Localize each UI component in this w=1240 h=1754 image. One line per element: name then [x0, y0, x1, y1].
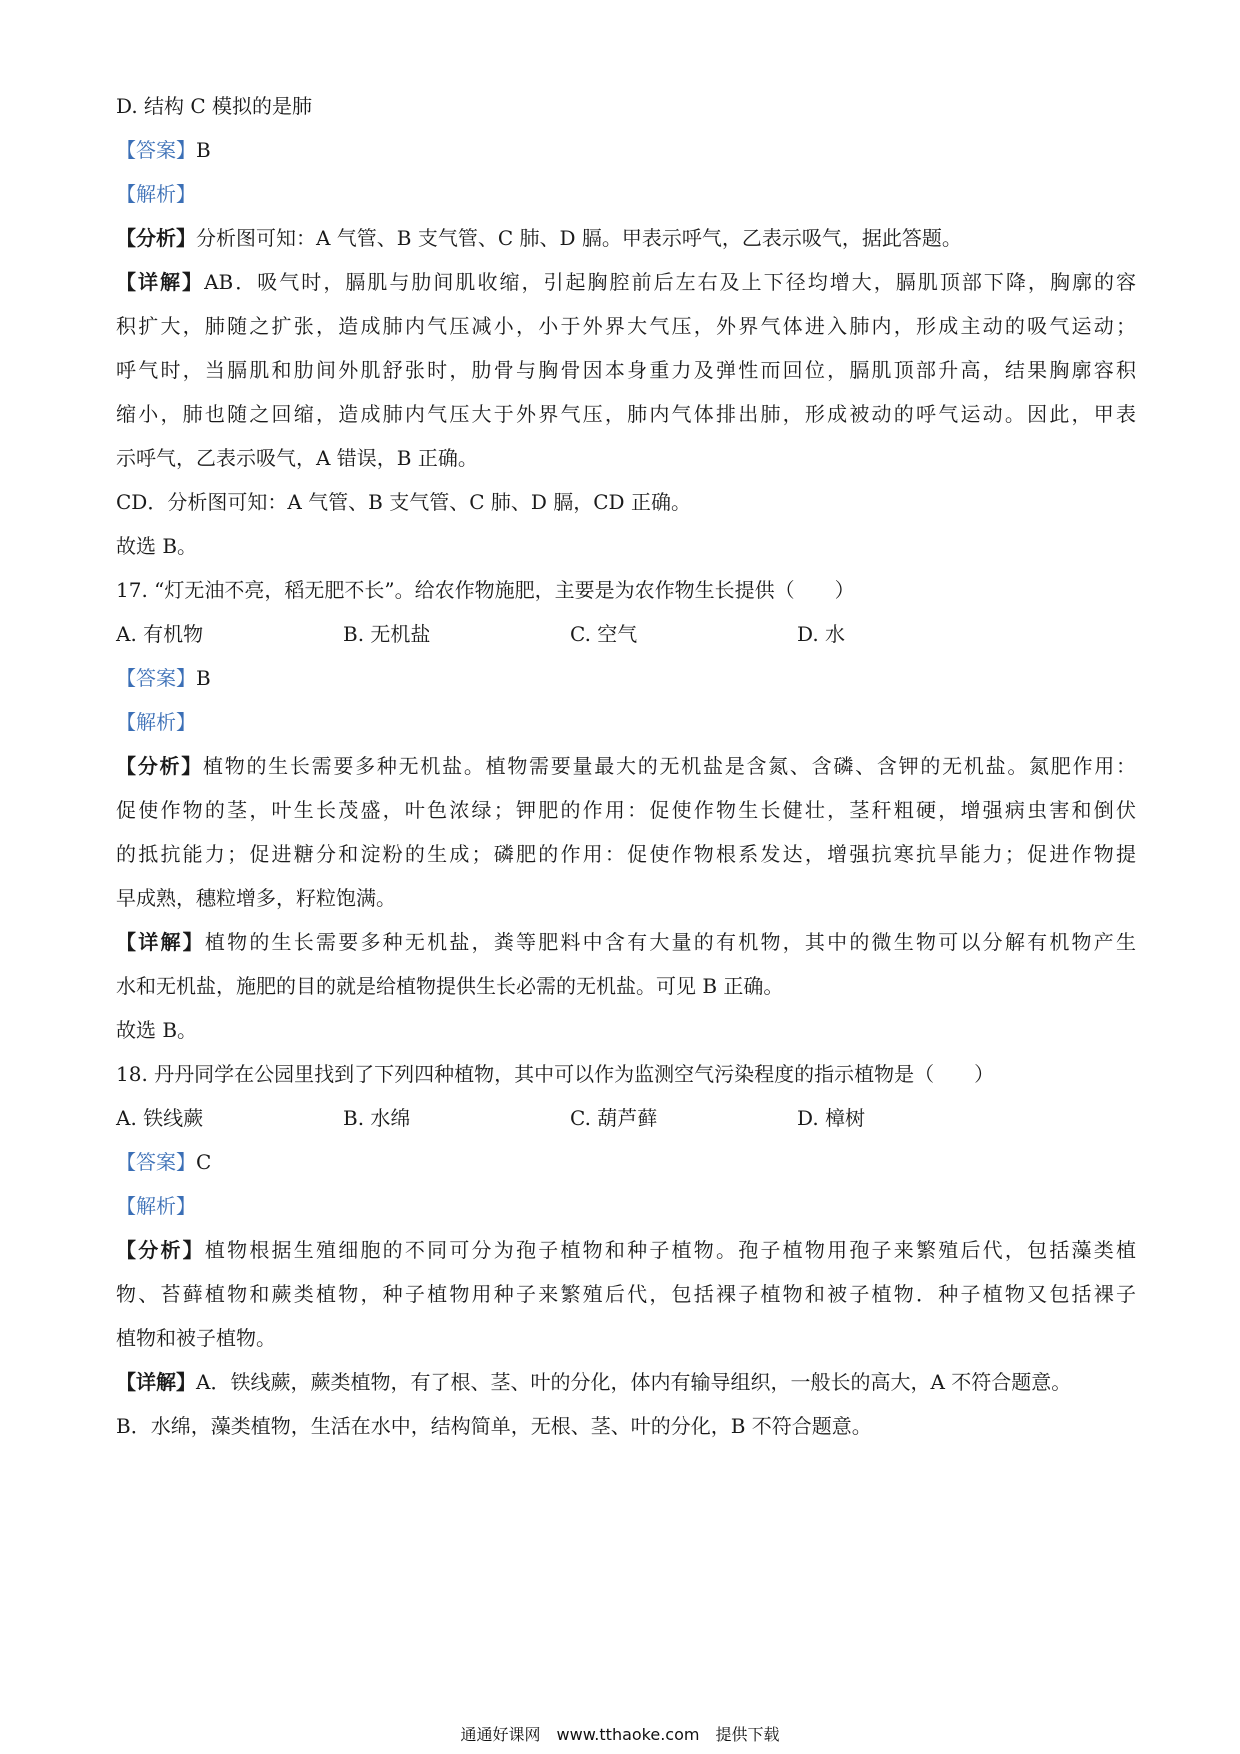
fenxi-tag: 【分析】 — [116, 754, 203, 778]
xiangjie-16-line-4: 缩小，肺也随之回缩，造成肺内气压大于外界气压，肺内气体排出肺，形成被动的呼气运动。因此，甲表 — [116, 402, 1136, 426]
answer-label: 【答案】 — [116, 138, 196, 162]
fenxi-18-line-1 — [116, 1236, 1136, 1264]
answer-value: C — [196, 1150, 212, 1174]
analysis-label: 【解析】 — [116, 182, 196, 206]
analysis-label: 【解析】 — [116, 710, 196, 734]
option-b: B. 无机盐 — [343, 622, 431, 646]
fenxi-tag: 【分析】 — [116, 1238, 205, 1262]
option-c: C. 空气 — [570, 622, 638, 646]
answer-18 — [116, 1148, 1136, 1176]
answer-value: B — [196, 666, 211, 690]
question-18: 18. 丹丹同学在公园里找到了下列四种植物，其中可以作为监测空气污染程度的指示植物是（ ） — [116, 1062, 995, 1086]
fenxi-18-line-2: 物、苔藓植物和蕨类植物，种子植物用种子来繁殖后代，包括裸子植物和被子植物．种子植物又包括裸子 — [116, 1282, 1136, 1306]
xiangjie-tag: 【详解】 — [116, 930, 205, 954]
conclusion-17: 故选 B。 — [116, 1018, 198, 1042]
fenxi-text: 分析图可知：A 气管、B 支气管、C 肺、D 膈。甲表示呼气，乙表示吸气，据此答题。 — [196, 226, 962, 250]
analysis-heading-18 — [116, 1192, 1136, 1220]
answer-17 — [116, 664, 1136, 692]
xiangjie-17-line-2: 水和无机盐，施肥的目的就是给植物提供生长必需的无机盐。可见 B 正确。 — [116, 974, 784, 998]
option-b: B. 水绵 — [343, 1106, 411, 1130]
fenxi-text: 植物根据生殖细胞的不同可分为孢子植物和种子植物。孢子植物用孢子来繁殖后代，包括藻类植 — [204, 1238, 1136, 1262]
fenxi-17-line-3: 的抵抗能力；促进糖分和淀粉的生成；磷肥的作用：促使作物根系发达，增强抗寒抗旱能力；促进作物提 — [116, 842, 1136, 866]
xiangjie-16-line-3: 呼气时，当膈肌和肋间外肌舒张时，肋骨与胸骨因本身重力及弹性而回位，膈肌顶部升高，结果胸廓容积 — [116, 358, 1136, 382]
xiangjie-18-line-1 — [116, 1368, 1136, 1396]
fenxi-17-line-1 — [116, 752, 1136, 780]
analysis-heading-16 — [116, 180, 1136, 208]
fenxi-text: 植物的生长需要多种无机盐。植物需要量最大的无机盐是含氮、含磷、含钾的无机盐。氮肥作用： — [202, 754, 1136, 778]
option-d-line: D. 结构 C 模拟的是肺 — [116, 94, 313, 118]
conclusion-16: 故选 B。 — [116, 534, 198, 558]
option-c: C. 葫芦藓 — [570, 1106, 658, 1130]
answer-value: B — [196, 138, 211, 162]
question-17-options — [116, 620, 1136, 648]
xiangjie-16-line-2: 积扩大，肺随之扩张，造成肺内气压减小，小于外界大气压，外界气体进入肺内，形成主动的吸气运动； — [116, 314, 1136, 338]
fenxi-17-line-4: 早成熟，穗粒增多，籽粒饱满。 — [116, 886, 396, 910]
xiangjie-tag: 【详解】 — [116, 270, 205, 294]
xiangjie-16-line-1 — [116, 268, 1136, 296]
xiangjie-text: AB．吸气时，膈肌与肋间肌收缩，引起胸腔前后左右及上下径均增大，膈肌顶部下降，胸廓的容 — [204, 270, 1136, 294]
option-d: D. 水 — [797, 622, 846, 646]
question-17: 17. “灯无油不亮，稻无肥不长”。给农作物施肥，主要是为农作物生长提供（ ） — [116, 578, 855, 602]
xiangjie-text: 植物的生长需要多种无机盐，粪等肥料中含有大量的有机物，其中的微生物可以分解有机物产生 — [204, 930, 1136, 954]
cd-line-16: CD．分析图可知：A 气管、B 支气管、C 肺、D 膈，CD 正确。 — [116, 490, 691, 514]
page-footer: 通通好课网 www.tthaoke.com 提供下载 — [460, 1725, 780, 1744]
fenxi-tag: 【分析】 — [116, 226, 196, 250]
analysis-label: 【解析】 — [116, 1194, 196, 1218]
answer-label: 【答案】 — [116, 666, 196, 690]
xiangjie-17-line-1 — [116, 928, 1136, 956]
question-18-options — [116, 1104, 1136, 1132]
fenxi-18-line-3: 植物和被子植物。 — [116, 1326, 276, 1350]
option-a: A. 铁线蕨 — [116, 1106, 204, 1130]
fenxi-16 — [116, 224, 1136, 252]
analysis-heading-17 — [116, 708, 1136, 736]
option-a: A. 有机物 — [116, 622, 204, 646]
fenxi-17-line-2: 促使作物的茎，叶生长茂盛，叶色浓绿；钾肥的作用：促使作物生长健壮，茎秆粗硬，增强病虫害和倒伏 — [116, 798, 1136, 822]
option-d: D. 樟树 — [797, 1106, 866, 1130]
answer-16 — [116, 136, 1136, 164]
xiangjie-text: A．铁线蕨，蕨类植物，有了根、茎、叶的分化，体内有输导组织，一般长的高大，A 不符合题意。 — [196, 1370, 1072, 1394]
xiangjie-tag: 【详解】 — [116, 1370, 196, 1394]
xiangjie-18-line-2: B．水绵，藻类植物，生活在水中，结构简单，无根、茎、叶的分化，B 不符合题意。 — [116, 1414, 872, 1438]
answer-label: 【答案】 — [116, 1150, 196, 1174]
xiangjie-16-line-5: 示呼气，乙表示吸气，A 错误，B 正确。 — [116, 446, 478, 470]
